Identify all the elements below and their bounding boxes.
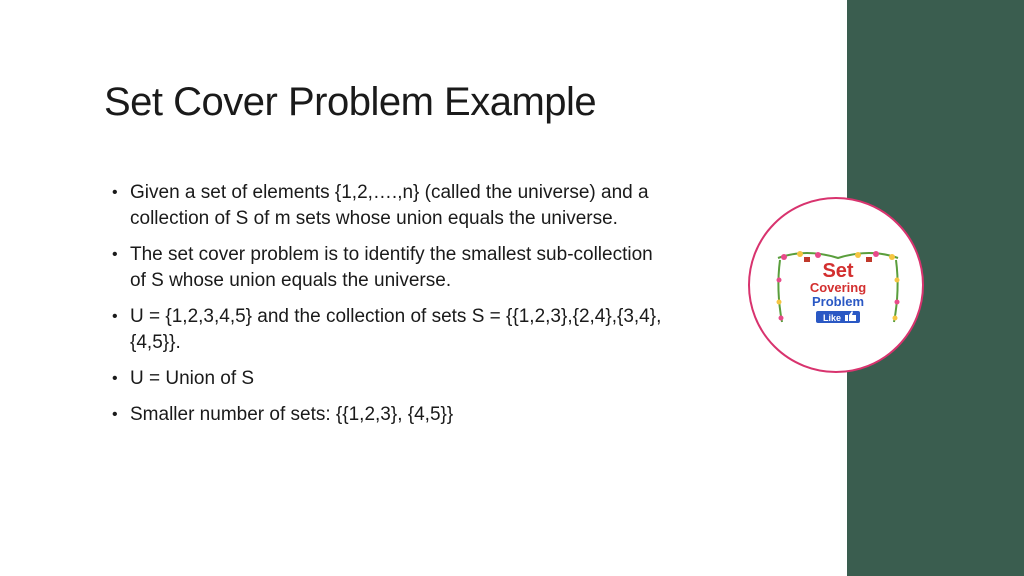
logo-line-1: Set — [822, 260, 854, 282]
bullet-item: • U = {1,2,3,4,5} and the collection of sets S = {{1,2,3},{2,4},{3,4},{4,5}}. — [112, 304, 672, 356]
bullet-item: • Given a set of elements {1,2,….,n} (called the universe) and a collection of S of m sets whose union equals the universe. — [112, 180, 672, 232]
logo-line-2: Covering — [809, 280, 867, 295]
bullet-item: • U = Union of S — [112, 366, 672, 392]
bullet-item: • The set cover problem is to identify the smallest sub-collection of S whose union equals the universe. — [112, 242, 672, 294]
slide-title: Set Cover Problem Example — [104, 80, 597, 124]
bullet-item: • Smaller number of sets: {{1,2,3}, {4,5}} — [112, 402, 672, 428]
logo-like-label: Like — [822, 313, 842, 323]
bullet-list — [112, 180, 672, 438]
logo-line-3: Problem — [811, 294, 865, 309]
set-covering-logo — [774, 250, 902, 326]
